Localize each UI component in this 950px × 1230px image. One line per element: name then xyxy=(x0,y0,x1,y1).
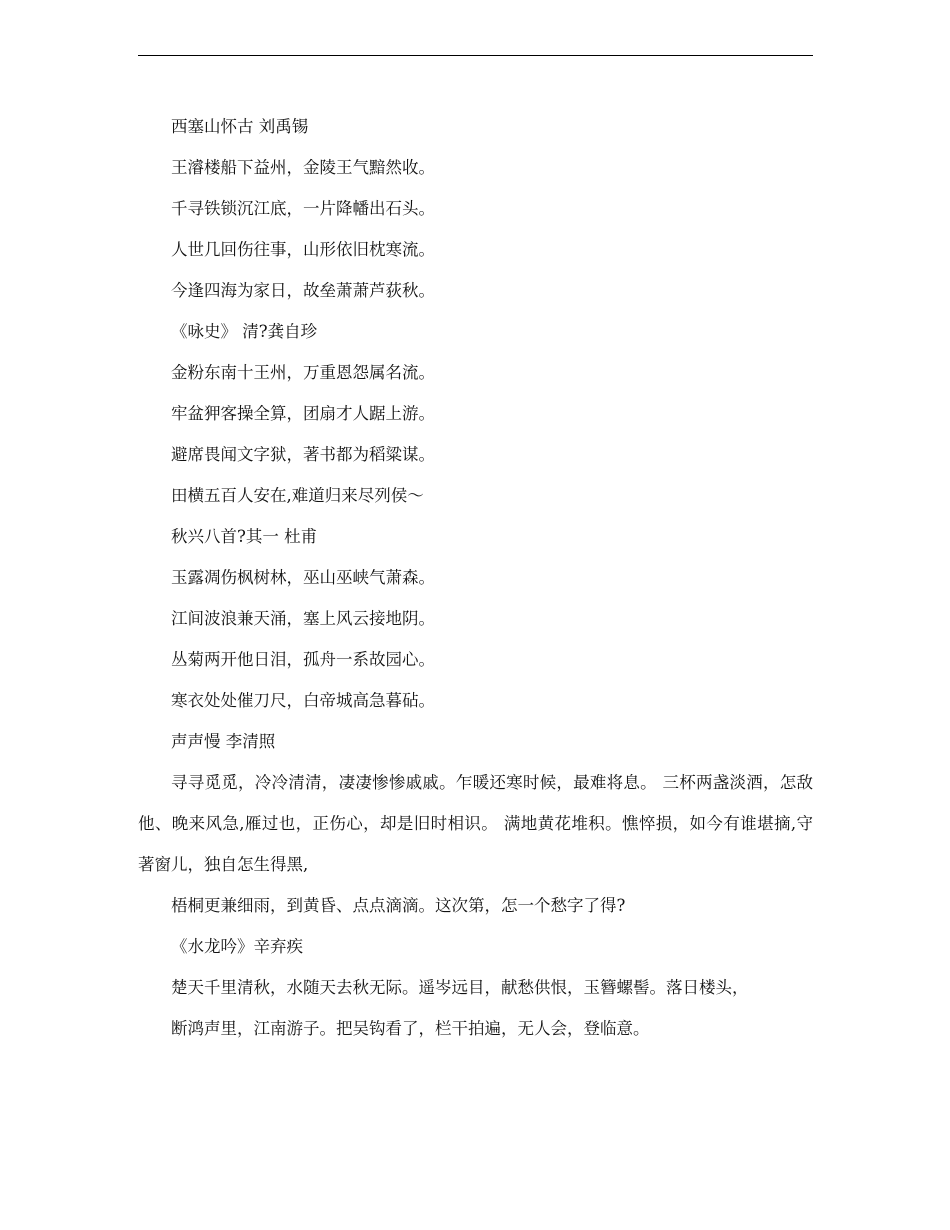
poem-paragraph: 寻寻觅觅，冷冷清清，凄凄惨惨戚戚。乍暖还寒时候，最难将息。 三杯两盏淡酒，怎敌他、晚来风急,雁过也，正伤心，却是旧时相识。 满地黄花堆积。憔悴损，如今有谁堪摘,守著窗儿，独自怎生得黑, xyxy=(138,773,813,874)
poem-line: 断鸿声里，江南游子。把吴钩看了，栏干拍遍，无人会，登临意。 xyxy=(171,1019,650,1038)
poem-line: 王濬楼船下益州，金陵王气黯然收。 xyxy=(171,158,435,177)
poem-title: 秋兴八首?其一 杜甫 xyxy=(171,527,318,546)
poem-line: 牢盆狎客操全算，团扇才人踞上游。 xyxy=(171,404,435,423)
poem-line: 人世几回伤往事，山形依旧枕寒流。 xyxy=(171,240,435,259)
poem-line: 江间波浪兼天涌，塞上风云接地阴。 xyxy=(171,609,435,628)
document-body xyxy=(138,106,813,1049)
poem-paragraph: 楚天千里清秋，水随天去秋无际。遥岑远目，献愁供恨，玉簪螺髻。落日楼头， xyxy=(171,978,749,997)
poem-title: 《咏史》 清?龚自珍 xyxy=(171,322,318,341)
poem-title: 西塞山怀古 刘禹锡 xyxy=(171,117,309,136)
poem-line: 梧桐更兼细雨，到黄昏、点点滴滴。这次第，怎一个愁字了得? xyxy=(171,896,626,915)
poem-line: 金粉东南十王州，万重恩怨属名流。 xyxy=(171,363,435,382)
poem-line: 避席畏闻文字狱，著书都为稻粱谋。 xyxy=(171,445,435,464)
poem-title: 《水龙吟》辛弃疾 xyxy=(171,937,303,956)
header-rule xyxy=(138,55,813,56)
poem-line: 田横五百人安在,难道归来尽列侯～ xyxy=(171,486,424,505)
poem-line: 丛菊两开他日泪，孤舟一系故园心。 xyxy=(171,650,435,669)
poem-line: 千寻铁锁沉江底，一片降幡出石头。 xyxy=(171,199,435,218)
poem-line: 玉露凋伤枫树林，巫山巫峡气萧森。 xyxy=(171,568,435,587)
poem-title: 声声慢 李清照 xyxy=(171,732,276,751)
poem-line: 今逢四海为家日，故垒萧萧芦荻秋。 xyxy=(171,281,435,300)
poem-line: 寒衣处处催刀尺，白帝城高急暮砧。 xyxy=(171,691,435,710)
